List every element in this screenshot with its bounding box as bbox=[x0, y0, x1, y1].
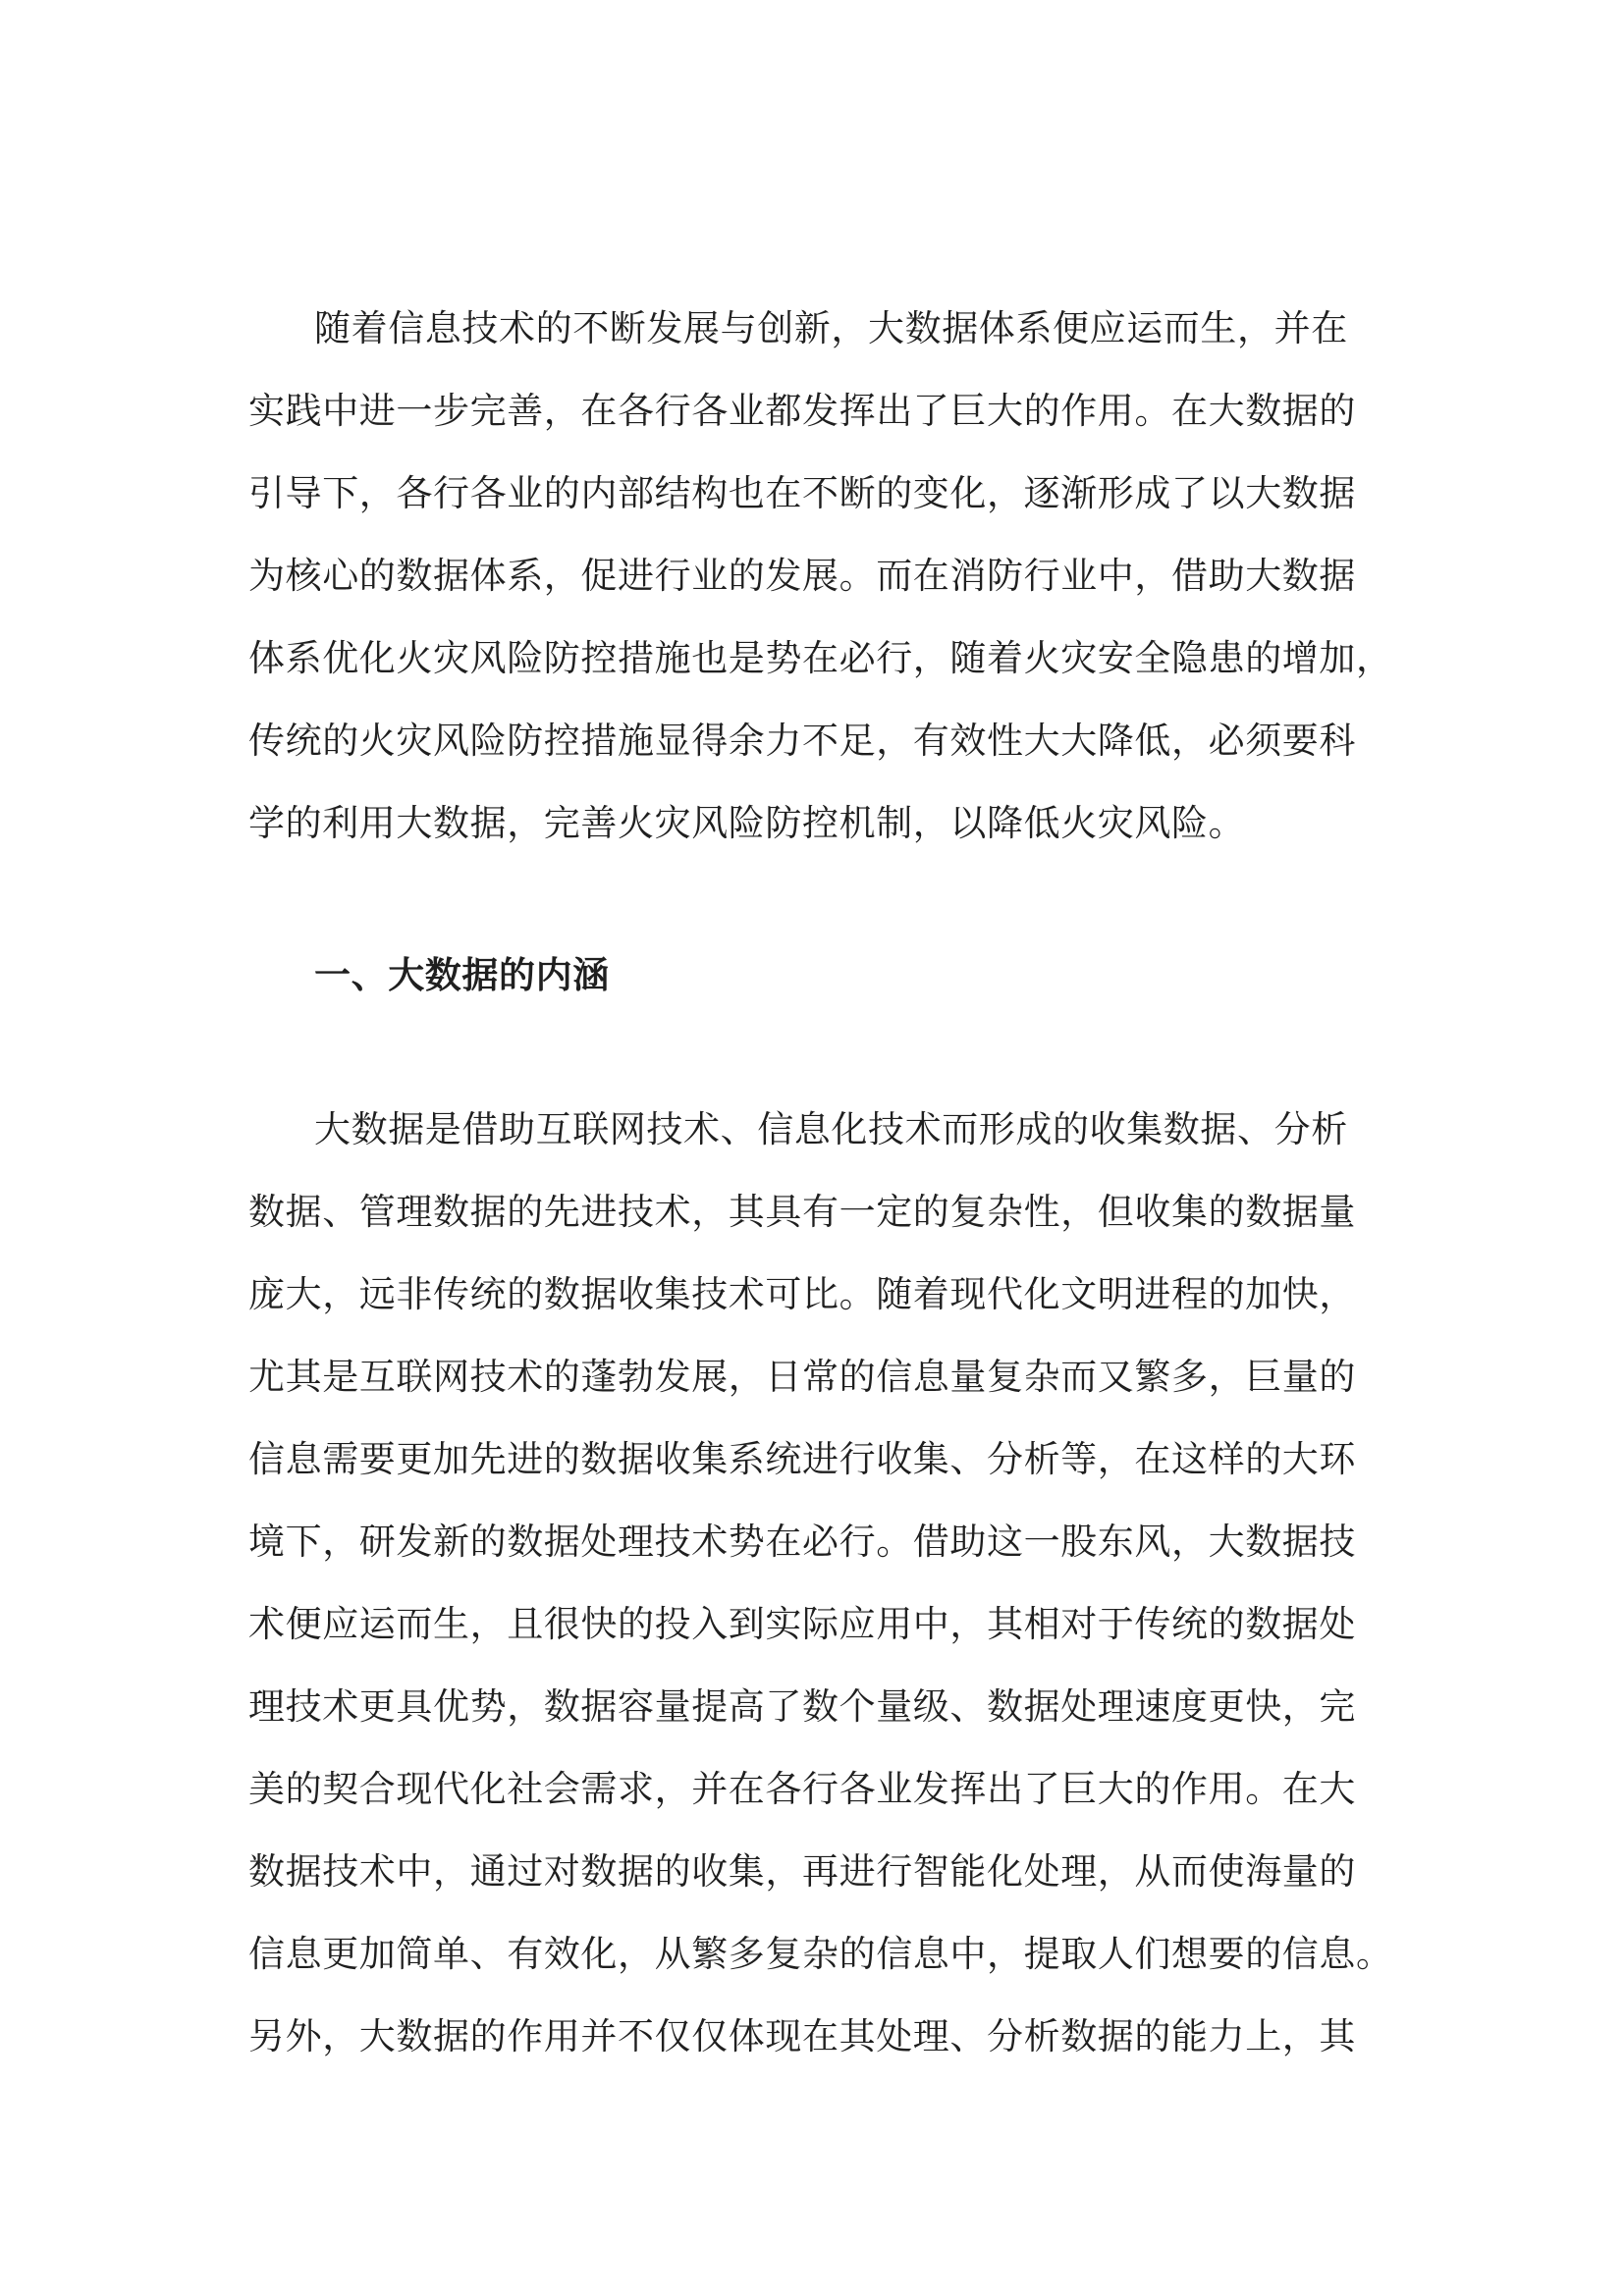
paragraph-line: 随着信息技术的不断发展与创新，大数据体系便应运而生，并在 bbox=[314, 307, 1348, 349]
paragraph-line: 数据技术中，通过对数据的收集，再进行智能化处理，从而使海量的 bbox=[248, 1850, 1356, 1893]
paragraph-line: 信息更加简单、有效化，从繁多复杂的信息中，提取人们想要的信息。 bbox=[248, 1933, 1393, 1975]
paragraph-line: 理技术更具优势，数据容量提高了数个量级、数据处理速度更快，完 bbox=[248, 1685, 1356, 1728]
paragraph-line: 术便应运而生，且很快的投入到实际应用中，其相对于传统的数据处 bbox=[248, 1603, 1356, 1645]
paragraph-line: 美的契合现代化社会需求，并在各行各业发挥出了巨大的作用。在大 bbox=[248, 1768, 1356, 1810]
paragraph-line: 尤其是互联网技术的蓬勃发展，日常的信息量复杂而又繁多，巨量的 bbox=[248, 1356, 1356, 1398]
section-heading: 一、大数据的内涵 bbox=[314, 953, 610, 996]
paragraph-line: 体系优化火灾风险防控措施也是势在必行，随着火灾安全隐患的增加， bbox=[248, 637, 1393, 679]
paragraph-line: 大数据是借助互联网技术、信息化技术而形成的收集数据、分析 bbox=[314, 1108, 1348, 1150]
paragraph-line: 信息需要更加先进的数据收集系统进行收集、分析等，在这样的大环 bbox=[248, 1438, 1356, 1480]
paragraph-line: 境下，研发新的数据处理技术势在必行。借助这一股东风，大数据技 bbox=[248, 1521, 1356, 1563]
paragraph-line: 庞大，远非传统的数据收集技术可比。随着现代化文明进程的加快， bbox=[248, 1273, 1356, 1315]
paragraph-line: 引导下，各行各业的内部结构也在不断的变化，逐渐形成了以大数据 bbox=[248, 472, 1356, 514]
paragraph-line: 另外，大数据的作用并不仅仅体现在其处理、分析数据的能力上，其 bbox=[248, 2015, 1356, 2057]
paragraph-line: 为核心的数据体系，促进行业的发展。而在消防行业中，借助大数据 bbox=[248, 555, 1356, 597]
paragraph-line: 数据、管理数据的先进技术，其具有一定的复杂性，但收集的数据量 bbox=[248, 1191, 1356, 1233]
paragraph-line: 学的利用大数据，完善火灾风险防控机制，以降低火灾风险。 bbox=[248, 802, 1246, 844]
paragraph-line: 传统的火灾风险防控措施显得余力不足，有效性大大降低，必须要科 bbox=[248, 720, 1356, 762]
paragraph-line: 实践中进一步完善，在各行各业都发挥出了巨大的作用。在大数据的 bbox=[248, 390, 1356, 432]
